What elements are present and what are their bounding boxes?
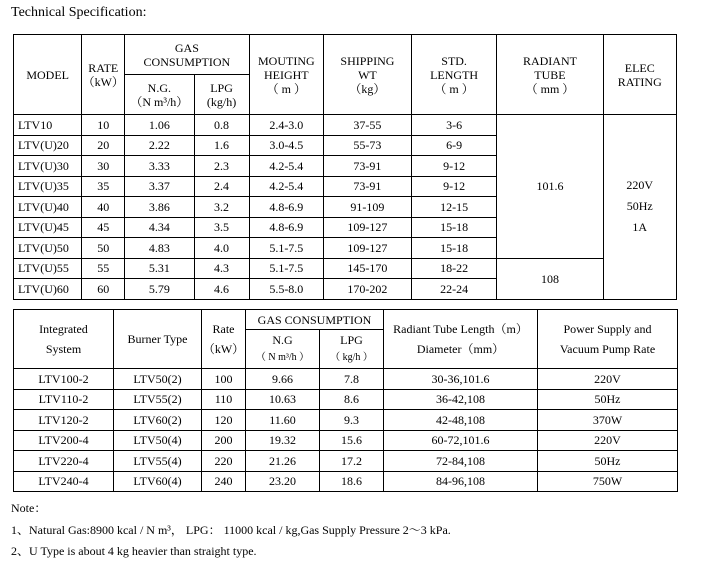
header-gas-consumption: GAS CONSUMPTION — [246, 310, 384, 330]
header-radiant-tube-length: Radiant Tube Length（m） Diameter（mm） — [384, 310, 538, 369]
header-burner-type: Burner Type — [114, 310, 202, 369]
header-elec-rating: ELEC RATING — [603, 35, 676, 115]
radiant-tube-value-a: 101.6 — [497, 115, 603, 259]
system-table — [13, 309, 678, 492]
table-row: LTV220-4 LTV55(4) 220 21.26 17.2 72-84,108 50Hz — [14, 451, 678, 472]
table-row: LTV120-2 LTV60(2) 120 11.60 9.3 42-48,108 370W — [14, 410, 678, 431]
header-std-length: STD. LENGTH （ m ） — [411, 35, 497, 115]
elec-rating-value: 220V 50Hz 1A — [603, 115, 676, 300]
table-row: LTV110-2 LTV55(2) 110 10.63 8.6 36-42,108 50Hz — [14, 389, 678, 410]
note-item: 2、U Type is about 4 kg heavier than straight type. — [11, 544, 257, 558]
header-integrated-system: Integrated System — [14, 310, 114, 369]
notes-title: Note： — [11, 501, 47, 515]
notes — [11, 498, 451, 563]
header-ng: N.G. （N m³/h） — [125, 75, 194, 115]
page-title: Technical Specification: — [11, 5, 147, 20]
radiant-tube-value-b: 108 — [497, 258, 603, 299]
table-row: LTV240-4 LTV60(4) 240 23.20 18.6 84-96,108 750W — [14, 471, 678, 492]
table-row: LTV200-4 LTV50(4) 200 19.32 15.6 60-72,101.6 220V — [14, 430, 678, 451]
header-gas-consumption: GAS CONSUMPTION — [125, 35, 249, 75]
table-row: LTV10 10 1.06 0.8 2.4-3.0 37-55 3-6 101.6 220V 50Hz 1A — [14, 115, 677, 136]
header-model: MODEL — [14, 35, 82, 115]
table-row: LTV(U)20 20 2.22 1.6 3.0-4.5 55-73 6-9 — [14, 135, 677, 156]
header-shipping-weight: SHIPPING WT （kg） — [324, 35, 412, 115]
table-row: LTV(U)55 55 5.31 4.3 5.1-7.5 145-170 18-22 108 — [14, 258, 677, 279]
header-radiant-tube: RADIANT TUBE （ mm ） — [497, 35, 603, 115]
header-mounting-height: MOUTING HEIGHT （ m ） — [249, 35, 323, 115]
header-lpg: LPG （ kg/h ） — [320, 330, 384, 369]
note-item: 1、Natural Gas:8900 kcal / N m³， LPG： 11000 kcal / kg,Gas Supply Pressure 2～3 kPa. — [11, 522, 451, 537]
header-rate: RATE （kW） — [82, 35, 125, 115]
header-ng: N.G （ N m³/h ） — [246, 330, 320, 369]
table-row: LTV(U)35 35 3.37 2.4 4.2-5.4 73-91 9-12 — [14, 176, 677, 197]
header-rate: Rate （kW） — [202, 310, 246, 369]
table-row: LTV(U)50 50 4.83 4.0 5.1-7.5 109-127 15-18 — [14, 238, 677, 259]
table-row: LTV(U)30 30 3.33 2.3 4.2-5.4 73-91 9-12 — [14, 156, 677, 177]
header-lpg: LPG (kg/h) — [194, 75, 249, 115]
table-row: LTV(U)45 45 4.34 3.5 4.8-6.9 109-127 15-18 — [14, 217, 677, 238]
table-row: LTV100-2 LTV50(2) 100 9.66 7.8 30-36,101.6 220V — [14, 369, 678, 390]
header-power-supply: Power Supply and Vacuum Pump Rate — [538, 310, 678, 369]
table-row: LTV(U)40 40 3.86 3.2 4.8-6.9 91-109 12-15 — [14, 197, 677, 218]
table-row: LTV(U)60 60 5.79 4.6 5.5-8.0 170-202 22-24 — [14, 279, 677, 300]
spec-table — [13, 34, 677, 300]
